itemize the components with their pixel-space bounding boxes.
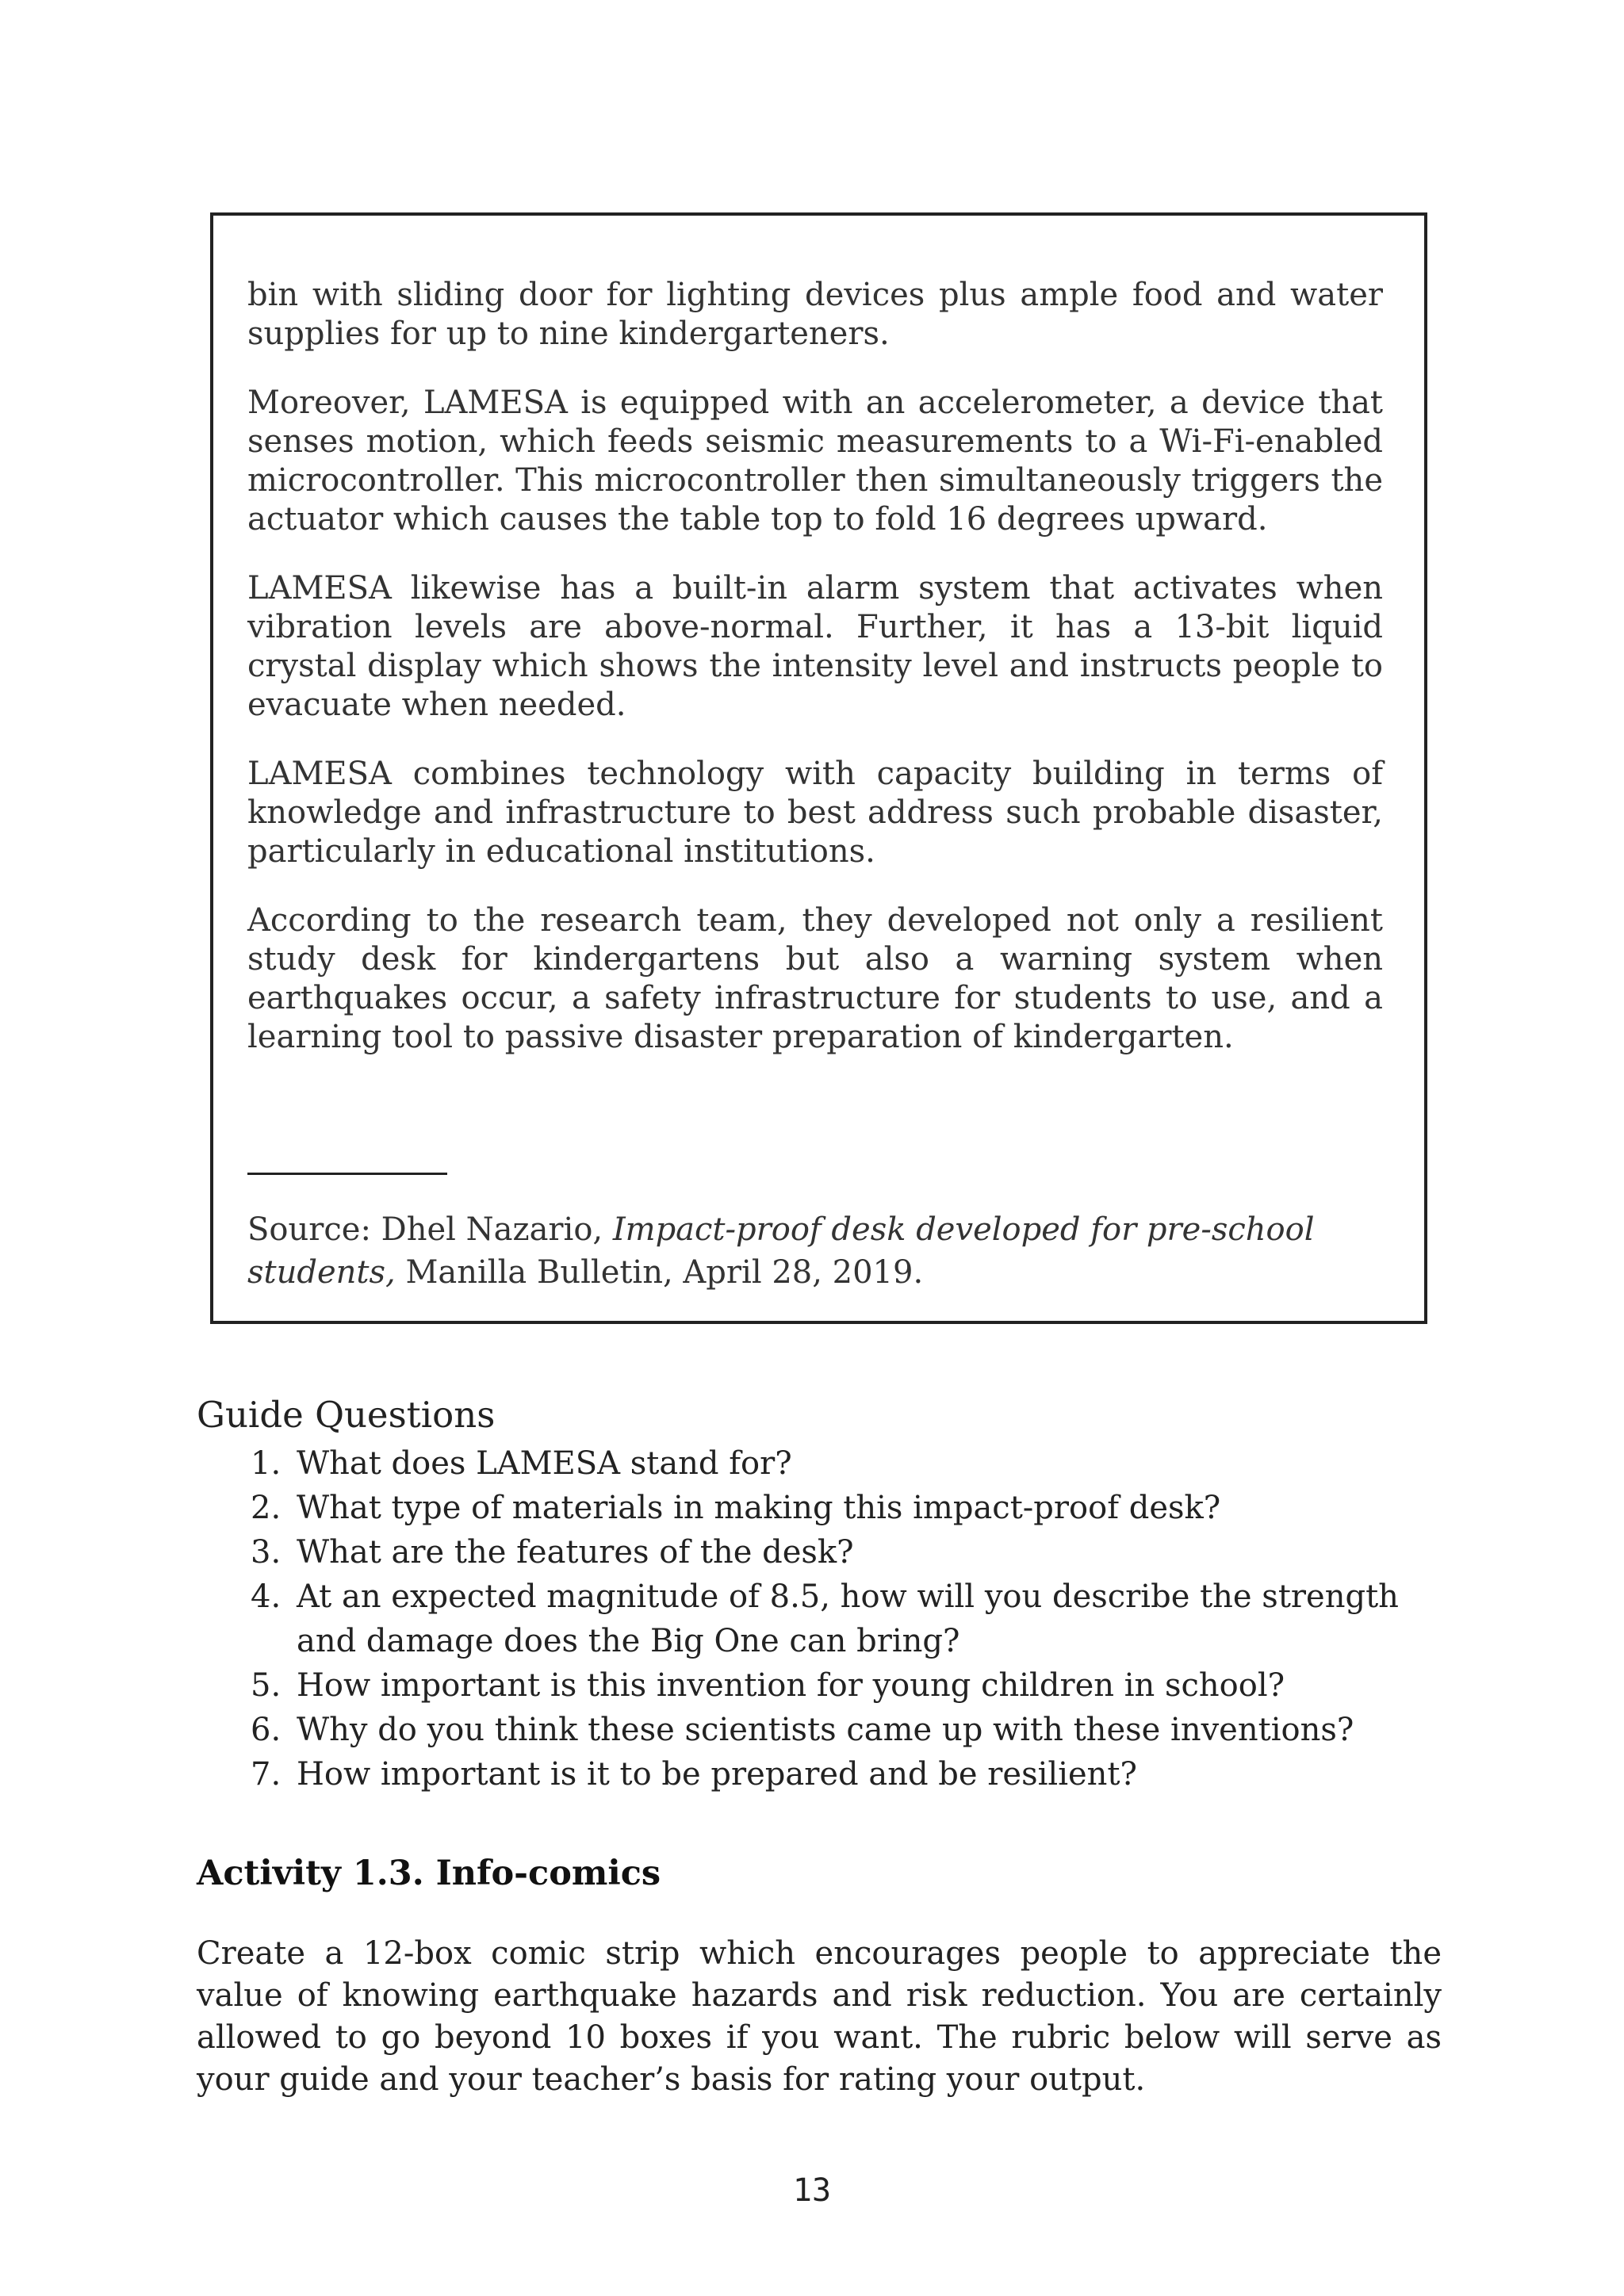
question-item <box>197 1530 1465 1575</box>
article-paragraph: According to the research team, they developed not only a resilient study desk for kindergartens but also a warning system when earthquakes occur, a safety infrastructure for students to use, and a learning tool to passive disaster preparation of kindergarten. <box>247 902 1383 1055</box>
question-item <box>197 1752 1465 1797</box>
guide-questions-heading: Guide Questions <box>197 1394 496 1436</box>
page-number: 13 <box>792 2172 832 2209</box>
question-number: 4. <box>251 1578 282 1615</box>
question-item <box>197 1441 1465 1486</box>
question-text: What are the features of the desk? <box>297 1534 854 1571</box>
source-citation <box>247 1208 1389 1294</box>
activity-instructions: Create a 12-box comic strip which encourages people to appreciate the value of knowing earthquake hazards and risk reduction. You are certainly allowed to go beyond 10 boxes if you want. The rubric below will serve as your guide and your teacher’s basis for rating your output. <box>197 1935 1442 2098</box>
article-paragraph: Moreover, LAMESA is equipped with an accelerometer, a device that senses motion, which feeds seismic measurements to a Wi-Fi-enabled microcontroller. This microcontroller then simultaneously triggers the actuator which causes the table top to fold 16 degrees upward. <box>247 385 1383 538</box>
question-item <box>197 1486 1465 1530</box>
activity-heading: Activity 1.3. Info-comics <box>197 1854 661 1893</box>
question-text: At an expected magnitude of 8.5, how will you describe the strength and damage does the Big One can bring? <box>297 1578 1399 1659</box>
question-item <box>197 1663 1465 1708</box>
question-text: Why do you think these scientists came up with these inventions? <box>297 1712 1354 1748</box>
question-number: 6. <box>251 1712 282 1748</box>
article-text <box>247 276 1383 1087</box>
question-number: 5. <box>251 1667 282 1704</box>
question-text: How important is it to be prepared and be resilient? <box>297 1756 1137 1793</box>
article-paragraph: LAMESA likewise has a built-in alarm system that activates when vibration levels are above-normal. Further, it has a 13-bit liquid crystal display which shows the intensity level and instructs people to evacuate when needed. <box>247 570 1383 723</box>
source-suffix: Manilla Bulletin, April 28, 2019. <box>405 1254 924 1291</box>
question-number: 1. <box>251 1445 282 1482</box>
question-number: 2. <box>251 1490 282 1526</box>
article-paragraph: bin with sliding door for lighting devices plus ample food and water supplies for up to nine kindergarteners. <box>247 277 1383 352</box>
question-text: How important is this invention for young children in school? <box>297 1667 1285 1704</box>
question-item <box>197 1575 1465 1663</box>
footnote-rule <box>247 1173 447 1175</box>
question-text: What type of materials in making this impact-proof desk? <box>297 1490 1221 1526</box>
source-prefix: Source: Dhel Nazario, <box>247 1211 603 1248</box>
question-number: 3. <box>251 1534 282 1571</box>
question-number: 7. <box>251 1756 282 1793</box>
question-text: What does LAMESA stand for? <box>297 1445 792 1482</box>
article-paragraph: LAMESA combines technology with capacity building in terms of knowledge and infrastructure to best address such probable disaster, particularly in educational institutions. <box>247 756 1383 870</box>
source-title: Impact-proof desk developed for pre-school students, <box>247 1211 1315 1291</box>
question-item <box>197 1708 1465 1752</box>
guide-questions-list <box>197 1441 1465 1797</box>
